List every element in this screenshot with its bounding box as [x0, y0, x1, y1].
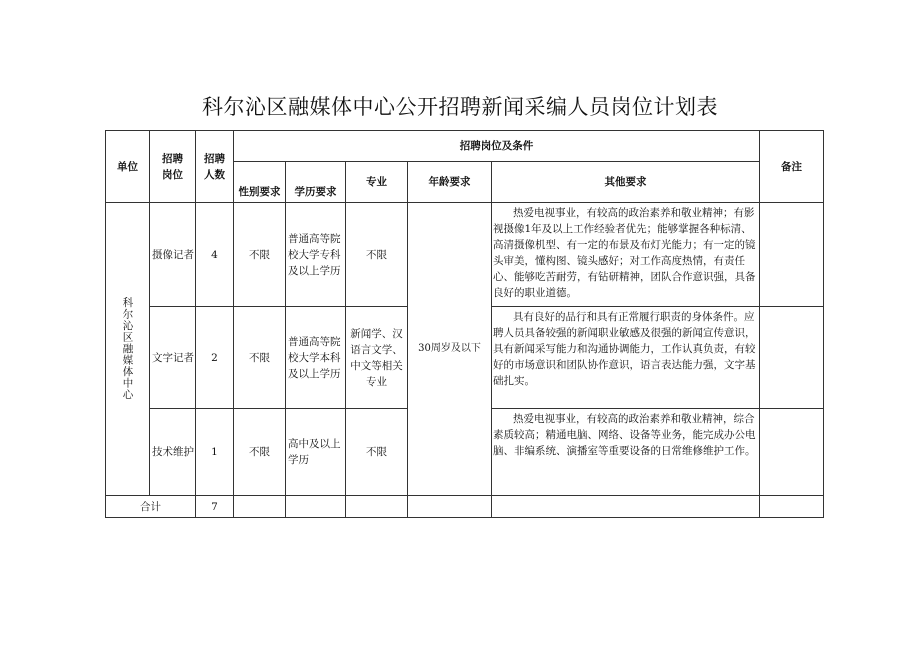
empty-cell — [492, 496, 760, 518]
position-cell: 摄像记者 — [150, 203, 196, 307]
header-age: 年龄要求 — [408, 162, 492, 203]
recruitment-table — [105, 130, 824, 518]
header-education: 学历要求 — [286, 162, 346, 203]
total-count: 7 — [196, 496, 234, 518]
other-requirements-cell — [492, 307, 760, 409]
page-title: 科尔沁区融媒体中心公开招聘新闻采编人员岗位计划表 — [202, 95, 718, 119]
header-unit: 单位 — [106, 131, 150, 203]
header-other: 其他要求 — [492, 162, 760, 203]
total-label: 合计 — [106, 496, 196, 518]
header-count: 招聘 人数 — [196, 131, 234, 203]
header-conditions: 招聘岗位及条件 — [234, 131, 760, 162]
other-requirements-cell — [492, 203, 760, 307]
count-cell: 1 — [196, 409, 234, 496]
education-cell: 普通高等院校大学专科及以上学历 — [286, 203, 346, 307]
education-cell: 高中及以上学历 — [286, 409, 346, 496]
gender-cell: 不限 — [234, 409, 286, 496]
major-cell: 不限 — [346, 409, 408, 496]
other-requirements-text: 热爱电视事业，有较高的政治素养和敬业精神；有影视摄像1年及以上工作经验者优先；能够掌握各种标清、高清摄像机型、有一定的布景及布灯光能力；有一定的镜头审美，懂构图、镜头感好；对工作高度热情，有责任心、能够吃苦耐劳，有钻研精神，团队合作意识强，具备良好的职业道德。 — [493, 207, 756, 299]
remark-cell — [760, 307, 824, 409]
count-cell: 2 — [196, 307, 234, 409]
empty-cell — [346, 496, 408, 518]
header-remark: 备注 — [760, 131, 824, 203]
other-requirements-cell — [492, 409, 760, 496]
total-row — [106, 496, 824, 518]
position-cell: 技术维护 — [150, 409, 196, 496]
unit-cell — [106, 203, 150, 496]
gender-cell: 不限 — [234, 307, 286, 409]
header-major: 专业 — [346, 162, 408, 203]
empty-cell — [286, 496, 346, 518]
position-cell: 文字记者 — [150, 307, 196, 409]
table-row — [106, 203, 824, 307]
education-cell: 普通高等院校大学本科及以上学历 — [286, 307, 346, 409]
empty-cell — [408, 496, 492, 518]
header-position: 招聘 岗位 — [150, 131, 196, 203]
remark-cell — [760, 203, 824, 307]
empty-cell — [760, 496, 824, 518]
remark-cell — [760, 409, 824, 496]
major-cell: 新闻学、汉语言文学、中文等相关专业 — [346, 307, 408, 409]
empty-cell — [234, 496, 286, 518]
major-cell: 不限 — [346, 203, 408, 307]
gender-cell: 不限 — [234, 203, 286, 307]
header-gender: 性别要求 — [234, 162, 286, 203]
unit-name: 科尔沁区融媒体中心 — [121, 297, 134, 401]
age-cell: 30周岁及以下 — [408, 203, 492, 496]
other-requirements-text: 具有良好的品行和具有正常履行职责的身体条件。应聘人员具备较强的新闻职业敏感及很强的新闻宣传意识，具有新闻采写能力和沟通协调能力，工作认真负责，有较好的市场意识和团队协作意识，语言表达能力强，文字基础扎实。 — [493, 311, 756, 387]
count-cell: 4 — [196, 203, 234, 307]
other-requirements-text: 热爱电视事业，有较高的政治素养和敬业精神，综合素质较高；精通电脑、网络、设备等业务，能完成办公电脑、非编系统、演播室等重要设备的日常维修维护工作。 — [493, 413, 756, 457]
